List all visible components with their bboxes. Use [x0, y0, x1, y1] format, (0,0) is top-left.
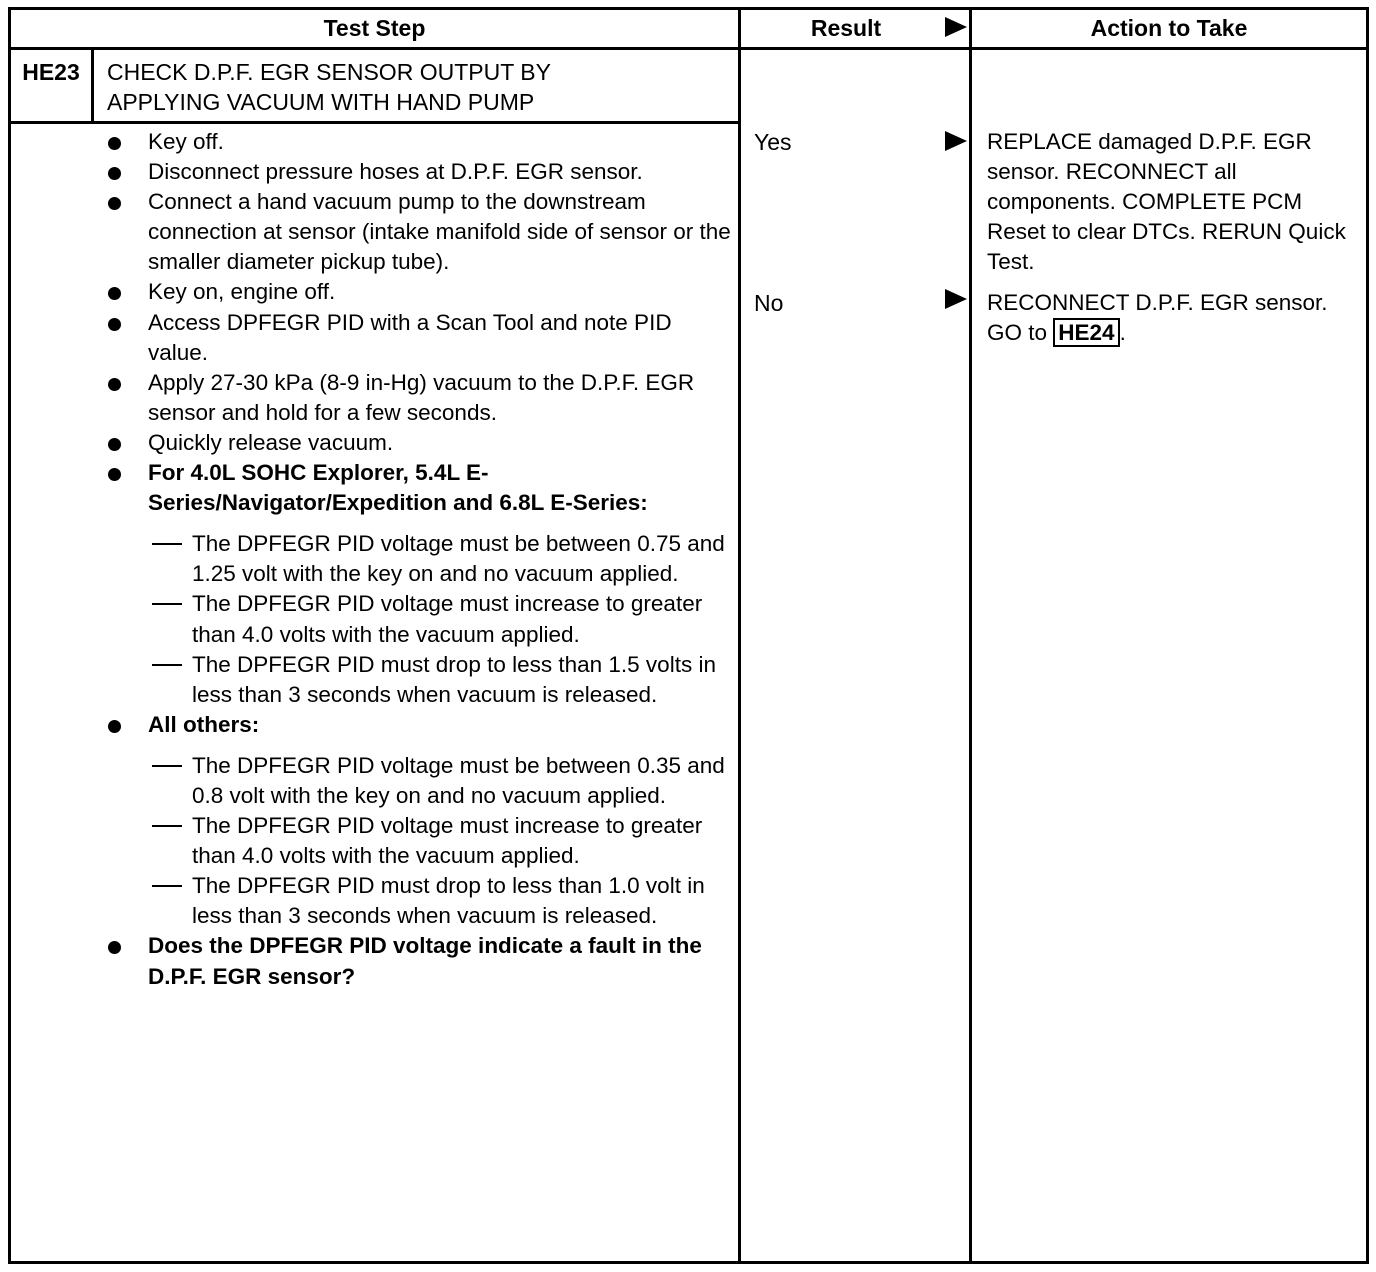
step-title — [107, 57, 727, 117]
step-title-line1: CHECK D.P.F. EGR SENSOR OUTPUT BY — [107, 59, 551, 85]
step-id-divider — [91, 47, 94, 123]
instruction-item: Connect a hand vacuum pump to the downstream connection at sensor (intake manifold side of sensor or the smaller diameter pickup tube). — [102, 187, 732, 277]
header-arrow-icon — [945, 17, 967, 37]
instruction-item: Access DPFEGR PID with a Scan Tool and note PID value. — [102, 308, 732, 368]
column-divider-result — [738, 7, 741, 1264]
instruction-item-all-others: All others: — [102, 710, 732, 740]
instruction-item: Quickly release vacuum. — [102, 428, 732, 458]
test-step-instructions — [102, 127, 732, 992]
instruction-item: Key on, engine off. — [102, 277, 732, 307]
instruction-question: Does the DPFEGR PID voltage indicate a fault in the D.P.F. EGR sensor? — [102, 931, 732, 991]
header-test-step: Test Step — [323, 14, 426, 41]
action-no-suffix: . — [1119, 320, 1126, 346]
instruction-item: Disconnect pressure hoses at D.P.F. EGR sensor. — [102, 157, 732, 187]
action-no — [987, 288, 1367, 348]
sub-instruction-item: The DPFEGR PID voltage must increase to greater than 4.0 volts with the vacuum applied. — [102, 811, 732, 871]
step-title-divider — [8, 121, 740, 124]
table-border-bottom — [8, 1261, 1369, 1264]
result-no-arrow-icon — [945, 289, 967, 309]
sub-instruction-item: The DPFEGR PID voltage must be between 0.35 and 0.8 volt with the key on and no vacuum applied. — [102, 751, 732, 811]
action-yes: REPLACE damaged D.P.F. EGR sensor. RECONNECT all components. COMPLETE PCM Reset to clear DTCs. RERUN Quick Test. — [987, 129, 1346, 275]
step-title-line2: APPLYING VACUUM WITH HAND PUMP — [107, 89, 535, 115]
table-border-left — [8, 7, 11, 1264]
sub-instruction-item: The DPFEGR PID must drop to less than 1.0 volt in less than 3 seconds when vacuum is released. — [102, 871, 732, 931]
sub-instruction-item: The DPFEGR PID must drop to less than 1.5 volts in less than 3 seconds when vacuum is released. — [102, 650, 732, 710]
result-yes: Yes — [754, 129, 792, 155]
header-result: Result — [810, 14, 882, 41]
sub-instruction-item: The DPFEGR PID voltage must be between 0.75 and 1.25 volt with the key on and no vacuum applied. — [102, 529, 732, 589]
instruction-item: Key off. — [102, 127, 732, 157]
instruction-item-explorer-group: For 4.0L SOHC Explorer, 5.4L E-Series/Navigator/Expedition and 6.8L E-Series: — [102, 458, 732, 518]
column-divider-action — [969, 7, 972, 1264]
sub-instruction-item: The DPFEGR PID voltage must increase to greater than 4.0 volts with the vacuum applied. — [102, 589, 732, 649]
step-id: HE23 — [22, 59, 80, 85]
step-reference-he24[interactable]: HE24 — [1053, 318, 1119, 347]
instruction-item: Apply 27-30 kPa (8-9 in-Hg) vacuum to the D.P.F. EGR sensor and hold for a few seconds. — [102, 368, 732, 428]
header-action-to-take: Action to Take — [1090, 14, 1248, 41]
action-no-text: RECONNECT D.P.F. EGR sensor. GO to — [987, 290, 1328, 346]
result-no: No — [754, 290, 784, 316]
result-yes-arrow-icon — [945, 131, 967, 151]
